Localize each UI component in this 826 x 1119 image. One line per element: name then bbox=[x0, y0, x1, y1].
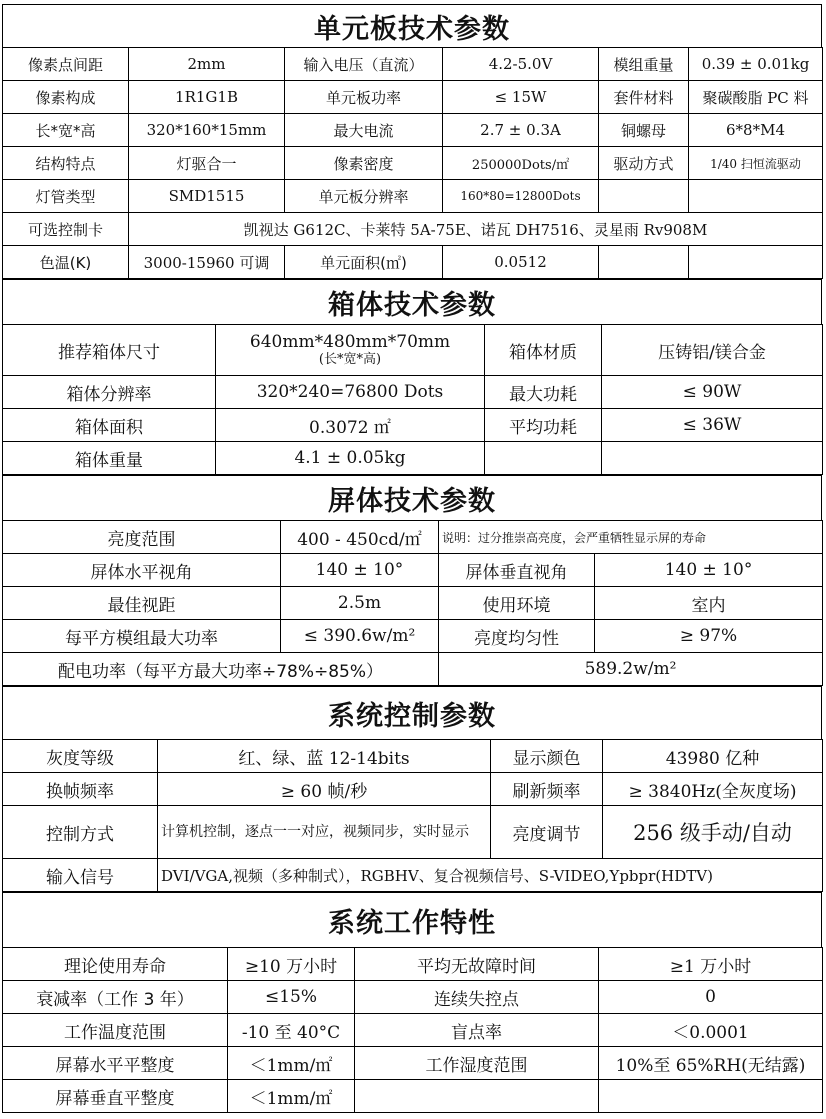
table-cell: ＜0.0001 bbox=[599, 1014, 823, 1047]
table-cell: 工作湿度范围 bbox=[355, 1047, 599, 1080]
table-cell: 最大电流 bbox=[285, 114, 443, 147]
table-cell: 显示颜色 bbox=[491, 740, 603, 773]
table-cell: 长*宽*高 bbox=[3, 114, 129, 147]
table-cell bbox=[599, 1080, 823, 1113]
table-cell: 像素点间距 bbox=[3, 48, 129, 81]
table-cell: 模组重量 bbox=[599, 48, 689, 81]
table-cell: 灯管类型 bbox=[3, 180, 129, 213]
screen-spec-table bbox=[2, 520, 823, 686]
unit-spec-table bbox=[2, 47, 823, 279]
table-cell: ≤ 15W bbox=[443, 81, 599, 114]
table-cell: ≤ 90W bbox=[602, 376, 823, 409]
table-cell: 像素构成 bbox=[3, 81, 129, 114]
table-row bbox=[3, 114, 823, 147]
table-row bbox=[3, 213, 823, 246]
table-row bbox=[3, 48, 823, 81]
table-row bbox=[3, 554, 823, 587]
table-cell: 套件材料 bbox=[599, 81, 689, 114]
table-cell: 0.0512 bbox=[443, 246, 599, 279]
table-cell: 灯驱合一 bbox=[129, 147, 285, 180]
table-row bbox=[3, 521, 823, 554]
system-spec-table bbox=[2, 739, 823, 892]
table-cell: 使用环境 bbox=[439, 587, 595, 620]
table-cell: ＜1mm/㎡ bbox=[228, 1080, 355, 1113]
table-cell: 平均功耗 bbox=[485, 409, 602, 442]
table-cell: 4.1 ± 0.05kg bbox=[216, 442, 485, 475]
table-cell: 最大功耗 bbox=[485, 376, 602, 409]
table-cell: -10 至 40°C bbox=[228, 1014, 355, 1047]
table-cell: 6*8*M4 bbox=[689, 114, 823, 147]
table-cell: ≥ 60 帧/秒 bbox=[158, 773, 491, 806]
table-cell: 140 ± 10° bbox=[281, 554, 439, 587]
table-row bbox=[3, 409, 823, 442]
cabinet-size-value bbox=[216, 325, 485, 376]
cabinet-size-label: 推荐箱体尺寸 bbox=[3, 325, 216, 376]
table-cell: 屏体水平视角 bbox=[3, 554, 281, 587]
brightness-adjust-value: 256 级手动/自动 bbox=[603, 806, 823, 859]
brightness-range-value: 400 - 450cd/㎡ bbox=[281, 521, 439, 554]
table-cell: 屏幕水平平整度 bbox=[3, 1047, 228, 1080]
table-row bbox=[3, 81, 823, 114]
table-cell: ≥ 3840Hz(全灰度场) bbox=[603, 773, 823, 806]
table-cell: 1/40 扫恒流驱动 bbox=[689, 147, 823, 180]
input-signal-value: DVI/VGA,视频（多种制式），RGBHV、复合视频信号、S-VIDEO,Ypbpr(HDTV) bbox=[158, 859, 823, 892]
table-cell bbox=[689, 246, 823, 279]
table-cell: 320*160*15mm bbox=[129, 114, 285, 147]
table-cell bbox=[355, 1080, 599, 1113]
table-cell: 0 bbox=[599, 981, 823, 1014]
table-cell: ≥10 万小时 bbox=[228, 948, 355, 981]
input-signal-label: 输入信号 bbox=[3, 859, 158, 892]
table-cell bbox=[602, 442, 823, 475]
table-row bbox=[3, 740, 823, 773]
table-cell: 室内 bbox=[595, 587, 823, 620]
table-row bbox=[3, 1014, 823, 1047]
table-cell: 43980 亿种 bbox=[603, 740, 823, 773]
table-cell: 驱动方式 bbox=[599, 147, 689, 180]
table-cell: 2.5m bbox=[281, 587, 439, 620]
table-cell: 最佳视距 bbox=[3, 587, 281, 620]
table-row bbox=[3, 620, 823, 653]
system-section-title: 系统控制参数 bbox=[2, 686, 822, 739]
table-cell: 4.2-5.0V bbox=[443, 48, 599, 81]
table-cell bbox=[689, 180, 823, 213]
table-cell: 1R1G1B bbox=[129, 81, 285, 114]
table-cell: 理论使用寿命 bbox=[3, 948, 228, 981]
table-cell: 亮度均匀性 bbox=[439, 620, 595, 653]
table-cell: 连续失控点 bbox=[355, 981, 599, 1014]
table-cell: 0.39 ± 0.01kg bbox=[689, 48, 823, 81]
table-cell: 箱体面积 bbox=[3, 409, 216, 442]
table-cell: 320*240=76800 Dots bbox=[216, 376, 485, 409]
power-distribution-label: 配电功率（每平方最大功率÷78%÷85%） bbox=[3, 653, 439, 686]
control-card-value: 凯视达 G612C、卡莱特 5A-75E、诺瓦 DH7516、灵星雨 Rv908M bbox=[129, 213, 823, 246]
work-section-title: 系统工作特性 bbox=[2, 892, 822, 947]
table-row bbox=[3, 1080, 823, 1113]
table-cell bbox=[485, 442, 602, 475]
table-cell: ≥ 97% bbox=[595, 620, 823, 653]
brightness-note: 说明：过分推崇高亮度，会严重牺牲显示屏的寿命 bbox=[439, 521, 823, 554]
table-cell bbox=[599, 180, 689, 213]
table-cell: 聚碳酸脂 PC 料 bbox=[689, 81, 823, 114]
table-cell: 衰减率（工作 3 年） bbox=[3, 981, 228, 1014]
table-cell: ≤15% bbox=[228, 981, 355, 1014]
table-cell: 盲点率 bbox=[355, 1014, 599, 1047]
table-row bbox=[3, 147, 823, 180]
table-row bbox=[3, 180, 823, 213]
table-cell: 红、绿、蓝 12-14bits bbox=[158, 740, 491, 773]
table-cell: 每平方模组最大功率 bbox=[3, 620, 281, 653]
table-cell: ≤ 36W bbox=[602, 409, 823, 442]
table-cell: 3000-15960 可调 bbox=[129, 246, 285, 279]
table-cell: 140 ± 10° bbox=[595, 554, 823, 587]
control-card-label: 可选控制卡 bbox=[3, 213, 129, 246]
table-cell: 工作温度范围 bbox=[3, 1014, 228, 1047]
table-cell: 平均无故障时间 bbox=[355, 948, 599, 981]
table-cell: 铜螺母 bbox=[599, 114, 689, 147]
cabinet-spec-table bbox=[2, 324, 823, 475]
control-mode-label: 控制方式 bbox=[3, 806, 158, 859]
spec-sheet bbox=[2, 4, 822, 1113]
work-spec-table bbox=[2, 947, 823, 1113]
cabinet-size-note: (长*宽*高) bbox=[318, 352, 382, 368]
table-cell: ≤ 390.6w/m² bbox=[281, 620, 439, 653]
table-row bbox=[3, 806, 823, 859]
table-cell: ≥1 万小时 bbox=[599, 948, 823, 981]
cabinet-size-text: 640mm*480mm*70mm bbox=[249, 332, 451, 353]
table-cell: 输入电压（直流） bbox=[285, 48, 443, 81]
table-row bbox=[3, 246, 823, 279]
table-cell: 10%至 65%RH(无结露) bbox=[599, 1047, 823, 1080]
table-cell: 0.3072 ㎡ bbox=[216, 409, 485, 442]
table-cell: 灰度等级 bbox=[3, 740, 158, 773]
table-cell: 箱体重量 bbox=[3, 442, 216, 475]
table-row bbox=[3, 1047, 823, 1080]
table-cell: 单元板分辨率 bbox=[285, 180, 443, 213]
table-row bbox=[3, 325, 823, 376]
table-cell: ＜1mm/㎡ bbox=[228, 1047, 355, 1080]
table-cell: 换帧频率 bbox=[3, 773, 158, 806]
cabinet-section-title: 箱体技术参数 bbox=[2, 279, 822, 324]
unit-section-title: 单元板技术参数 bbox=[2, 4, 822, 47]
screen-section-title: 屏体技术参数 bbox=[2, 475, 822, 520]
table-cell: 结构特点 bbox=[3, 147, 129, 180]
table-cell: 色温(K) bbox=[3, 246, 129, 279]
table-row bbox=[3, 948, 823, 981]
table-cell: 箱体分辨率 bbox=[3, 376, 216, 409]
table-cell bbox=[599, 246, 689, 279]
table-cell: 刷新频率 bbox=[491, 773, 603, 806]
table-cell: 单元面积(㎡) bbox=[285, 246, 443, 279]
table-row bbox=[3, 981, 823, 1014]
table-cell: 屏体垂直视角 bbox=[439, 554, 595, 587]
table-row bbox=[3, 653, 823, 686]
table-row bbox=[3, 587, 823, 620]
cabinet-material-value: 压铸铝/镁合金 bbox=[602, 325, 823, 376]
table-row bbox=[3, 376, 823, 409]
table-row bbox=[3, 442, 823, 475]
table-cell: 屏幕垂直平整度 bbox=[3, 1080, 228, 1113]
table-cell: 2mm bbox=[129, 48, 285, 81]
brightness-range-label: 亮度范围 bbox=[3, 521, 281, 554]
table-cell: 160*80=12800Dots bbox=[443, 180, 599, 213]
cabinet-material-label: 箱体材质 bbox=[485, 325, 602, 376]
brightness-adjust-label: 亮度调节 bbox=[491, 806, 603, 859]
table-cell: 250000Dots/㎡ bbox=[443, 147, 599, 180]
table-row bbox=[3, 859, 823, 892]
table-cell: SMD1515 bbox=[129, 180, 285, 213]
power-distribution-value: 589.2w/m² bbox=[439, 653, 823, 686]
table-cell: 2.7 ± 0.3A bbox=[443, 114, 599, 147]
table-row bbox=[3, 773, 823, 806]
table-cell: 像素密度 bbox=[285, 147, 443, 180]
table-cell: 单元板功率 bbox=[285, 81, 443, 114]
control-mode-value: 计算机控制，逐点一一对应，视频同步，实时显示 bbox=[158, 806, 491, 859]
